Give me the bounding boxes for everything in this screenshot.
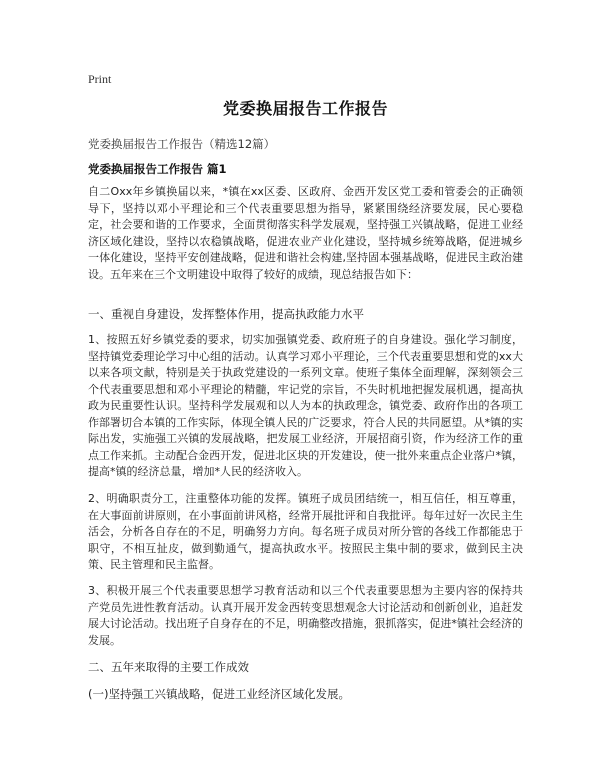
paragraph-2: 2、明确职责分工，注重整体功能的发挥。镇班子成员团结统一，相互信任，相互尊重，在大事面前讲原则，在小事面前讲风格，经常开展批评和自我批评。每年过好一次民主生活会，分析各自存在的不足，明确努力方向。每名班子成员对所分管的各线工作都能忠于职守，不相互扯皮，做到勤通气，提高执政水平。按照民主集中制的要求，做到民主决策、民主管理和民主监督。 <box>88 492 523 571</box>
paragraph-3: 3、积极开展三个代表重要思想学习教育活动和以三个代表重要思想为主要内容的保持共产党员先进性教育活动。认真开展开发金西转变思想观念大讨论活动和创新创业，追赶发展大讨论活动。找出班子自身存在的不足，明确整改措施，狠抓落实，促进*镇社会经济的发展。 <box>88 584 523 647</box>
paragraph-1: 1、按照五好乡镇党委的要求，切实加强镇党委、政府班子的自身建设。强化学习制度，坚持镇党委理论学习中心组的活动。认真学习邓小平理论，三个代表重要思想和党的xx大以来各项文献，特别是关于执政党建设的一系列文章。使班子集体全面理解，深刻领会三个代表重要思想和邓小平理论的精髓，牢记党的宗旨，不失时机地把握发展机遇，提高执政为民重要性认识。坚持科学发展观和以人为本的执政理念，镇党委、政府作出的各项工作部署切合本镇的工作实际，体现全镇人民的广泛要求，符合人民的共同愿望。从*镇的实际出发，实施强工兴镇的发展战略，把发展工业经济，开展招商引资，作为经济工作的重点工作来抓。主动配合金西开发，促进北区块的开发建设，使一批外来重点企业落户*镇，提高*镇的经济总量，增加*人民的经济收入。 <box>88 333 523 478</box>
intro-paragraph: 自二Oxx年乡镇换届以来，*镇在xx区委、区政府、金西开发区党工委和管委会的正确领导下，坚持以邓小平理论和三个代表重要思想为指导，紧紧围绕经济要发展，民心要稳定，社会要和谐的工作要求，全面贯彻落实科学发展观，坚持强工兴镇战略，促进工业经济区域化建设，坚持以农稳镇战略，促进农业产业化建设，坚持城乡统筹战略，促进城乡一体化建设，坚持平安创建战略，促进和谐社会构建,坚持固本强基战略，促进民主政治建设。五年来在三个文明建设中取得了较好的成绩，现总结报告如下： <box>88 185 523 281</box>
heading-2: 二、五年来取得的主要工作成效 <box>88 660 249 674</box>
document-subtitle: 党委换届报告工作报告（精选12篇） <box>88 137 276 151</box>
print-link[interactable]: Print <box>88 72 112 86</box>
heading-1: 一、重视自身建设，发挥整体作用，提高执政能力水平 <box>88 307 364 321</box>
document-title: 党委换届报告工作报告 <box>222 99 388 118</box>
heading-2-1: (一)坚持强工兴镇战略，促进工业经济区域化发展。 <box>88 687 350 701</box>
section-title: 党委换届报告工作报告 篇1 <box>88 162 227 176</box>
